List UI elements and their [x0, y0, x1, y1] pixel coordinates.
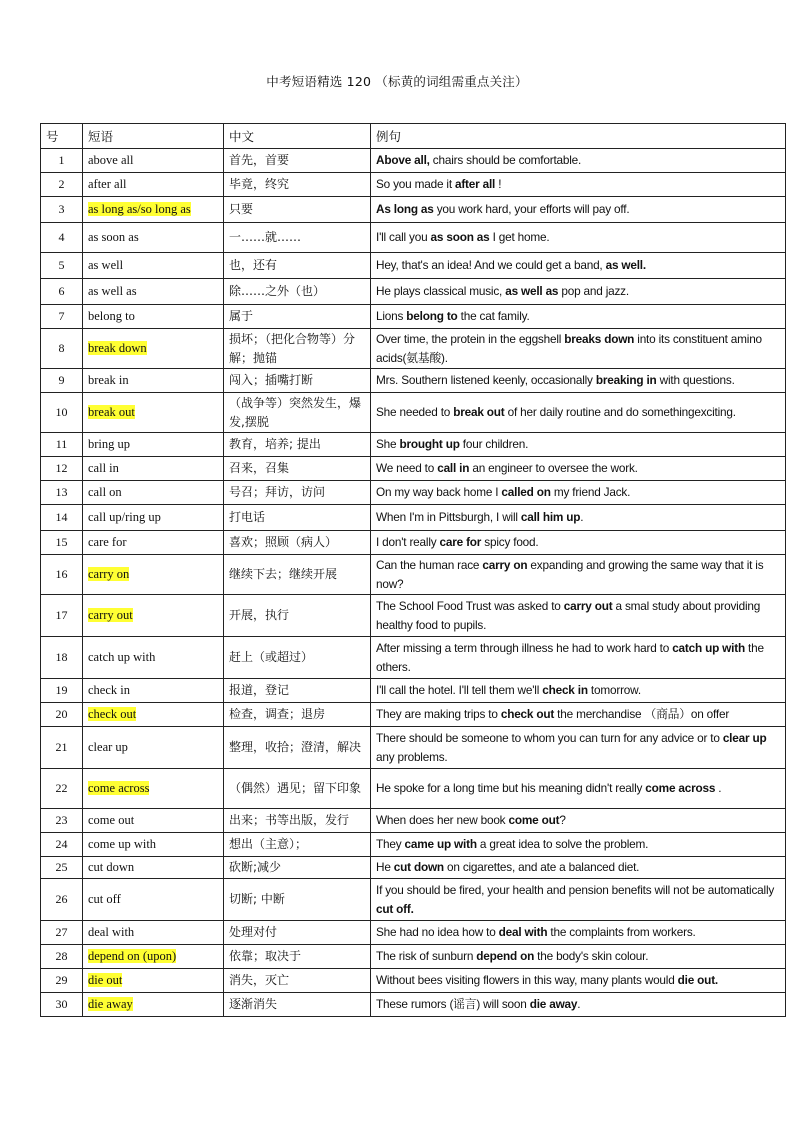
phrase-cell: [83, 457, 224, 481]
chinese-meaning: 处理对付: [224, 921, 371, 945]
chinese-meaning: 属于: [224, 305, 371, 329]
example-sentence: [371, 945, 786, 969]
phrase-cell: [83, 253, 224, 279]
example-text: Can the human race: [376, 557, 483, 572]
example-keyword: catch up with: [672, 640, 745, 655]
row-number: 16: [41, 555, 83, 595]
chinese-meaning: 号召；拜访，访问: [224, 481, 371, 505]
table-row: [41, 197, 786, 223]
phrase-cell: [83, 481, 224, 505]
example-keyword: after all: [454, 177, 496, 191]
example-keyword: die away: [529, 997, 578, 1011]
table-row: [41, 369, 786, 393]
example-text: ?: [559, 813, 566, 827]
row-number: 10: [41, 393, 83, 433]
example-sentence: [371, 173, 786, 197]
example-text: my friend Jack.: [550, 485, 631, 499]
example-sentence: [371, 921, 786, 945]
example-text: Hey, that's an idea! And we could get a band,: [376, 258, 606, 272]
phrase-cell: [83, 993, 224, 1017]
phrase-text: as well as: [88, 284, 137, 298]
header-num: 号: [41, 124, 83, 149]
row-number: 17: [41, 595, 83, 637]
phrase-text: check in: [88, 683, 130, 697]
example-keyword: as well.: [605, 258, 646, 272]
example-sentence: [371, 505, 786, 531]
example-text: The School Food Trust was asked to: [376, 598, 564, 613]
chinese-meaning: 切断; 中断: [224, 879, 371, 921]
example-keyword: come across: [645, 781, 716, 795]
example-text: the body's skin colour.: [534, 949, 649, 963]
example-text: I don't really: [376, 535, 440, 549]
example-sentence: [371, 457, 786, 481]
row-number: 18: [41, 637, 83, 679]
table-row: [41, 481, 786, 505]
example-keyword: depend on: [476, 949, 535, 963]
example-text: the others.: [376, 640, 764, 674]
row-number: 9: [41, 369, 83, 393]
table-row: [41, 253, 786, 279]
phrase-cell: [83, 857, 224, 879]
row-number: 15: [41, 531, 83, 555]
example-keyword: clear up: [722, 730, 767, 745]
example-sentence: [371, 595, 786, 637]
phrase-cell: [83, 637, 224, 679]
row-number: 4: [41, 223, 83, 253]
example-text: He: [376, 860, 394, 874]
example-keyword: check in: [542, 683, 588, 697]
chinese-meaning: 打电话: [224, 505, 371, 531]
phrase-cell: [83, 197, 224, 223]
example-text: So you made it: [376, 177, 455, 191]
phrase-text: above all: [88, 153, 134, 167]
table-row: [41, 223, 786, 253]
example-text: They: [376, 837, 405, 851]
example-sentence: [371, 149, 786, 173]
example-text: They are making trips to: [376, 707, 501, 721]
chinese-meaning: 继续下去；继续开展: [224, 555, 371, 595]
example-text: on cigarettes, and ate a balanced diet.: [443, 860, 640, 874]
row-number: 22: [41, 769, 83, 809]
chinese-meaning: 开展，执行: [224, 595, 371, 637]
row-number: 20: [41, 703, 83, 727]
example-text: a great idea to solve the problem.: [476, 837, 649, 851]
example-text: I get home.: [489, 230, 550, 244]
table-row: [41, 637, 786, 679]
table-row: [41, 555, 786, 595]
example-keyword: breaking in: [595, 373, 657, 387]
phrase-text: carry out: [88, 608, 133, 622]
example-sentence: [371, 197, 786, 223]
phrase-cell: [83, 727, 224, 769]
row-number: 28: [41, 945, 83, 969]
row-number: 2: [41, 173, 83, 197]
phrase-cell: [83, 173, 224, 197]
header-example: 例句: [371, 124, 786, 149]
example-text: He spoke for a long time but his meaning didn't really: [376, 781, 646, 795]
chinese-meaning: 毕竟，终究: [224, 173, 371, 197]
example-text: the cat family.: [457, 309, 530, 323]
table-body: [41, 149, 786, 1017]
example-sentence: [371, 993, 786, 1017]
chinese-meaning: 检查，调查；退房: [224, 703, 371, 727]
phrase-table: [40, 123, 786, 1017]
phrase-text: bring up: [88, 437, 131, 451]
phrase-text: check out: [88, 707, 137, 721]
row-number: 24: [41, 833, 83, 857]
example-text: you work hard, your efforts will pay off.: [433, 202, 630, 216]
example-sentence: [371, 703, 786, 727]
phrase-text: depend on (upon): [88, 949, 177, 963]
example-keyword: carry on: [482, 557, 528, 572]
phrase-cell: [83, 595, 224, 637]
table-row: [41, 531, 786, 555]
example-text: I'll call the hotel. I'll tell them we'll: [376, 683, 543, 697]
chinese-meaning: （战争等）突然发生，爆发,摆脱: [224, 393, 371, 433]
example-sentence: [371, 857, 786, 879]
example-keyword: break out: [453, 405, 505, 419]
example-text: Lions: [376, 309, 407, 323]
example-keyword: care for: [439, 535, 482, 549]
page-title: 中考短语精选 120 （标黄的词组需重点关注）: [266, 74, 528, 89]
example-sentence: [371, 369, 786, 393]
row-number: 7: [41, 305, 83, 329]
example-text: We need to: [376, 461, 438, 475]
table-row: [41, 433, 786, 457]
example-text: When does her new book: [376, 813, 509, 827]
phrase-cell: [83, 433, 224, 457]
example-text: If you should be fired, your health and pension benefits will not be automatically: [376, 882, 775, 897]
row-number: 29: [41, 969, 83, 993]
phrase-text: as well: [88, 258, 124, 272]
row-number: 3: [41, 197, 83, 223]
example-sentence: [371, 223, 786, 253]
example-sentence: [371, 833, 786, 857]
example-text: chairs should be comfortable.: [429, 153, 582, 167]
example-text: She: [376, 437, 400, 451]
example-keyword: cut down: [393, 860, 444, 874]
table-row: [41, 505, 786, 531]
phrase-text: cut off: [88, 892, 121, 906]
example-sentence: [371, 329, 786, 369]
example-text: I'll call you: [376, 230, 431, 244]
phrase-text: come out: [88, 813, 135, 827]
chinese-meaning: 消失，灭亡: [224, 969, 371, 993]
chinese-meaning: 砍断;减少: [224, 857, 371, 879]
row-number: 13: [41, 481, 83, 505]
chinese-meaning: 整理，收拾；澄清，解决: [224, 727, 371, 769]
phrase-text: catch up with: [88, 650, 156, 664]
example-keyword: belong to: [406, 309, 458, 323]
phrase-cell: [83, 279, 224, 305]
example-keyword: check out: [500, 707, 555, 721]
example-text: of her daily routine and do somethingexciting.: [504, 405, 736, 419]
table-row: [41, 595, 786, 637]
row-number: 5: [41, 253, 83, 279]
chinese-meaning: 赶上（或超过）: [224, 637, 371, 679]
row-number: 14: [41, 505, 83, 531]
chinese-meaning: 只要: [224, 197, 371, 223]
phrase-text: deal with: [88, 925, 135, 939]
example-text: four children.: [459, 437, 529, 451]
phrase-text: come up with: [88, 837, 157, 851]
example-sentence: [371, 253, 786, 279]
example-text: with questions.: [656, 373, 735, 387]
table-row: [41, 279, 786, 305]
example-text: tomorrow.: [587, 683, 641, 697]
example-text: When I'm in Pittsburgh, I will: [376, 510, 521, 524]
phrase-text: die out: [88, 973, 123, 987]
example-keyword: deal with: [498, 925, 548, 939]
table-row: [41, 329, 786, 369]
phrase-text: as long as/so long as: [88, 202, 191, 216]
table-row: [41, 809, 786, 833]
phrase-text: come across: [88, 781, 150, 795]
table-row: [41, 833, 786, 857]
header-phrase: 短语: [83, 124, 224, 149]
table-row: [41, 769, 786, 809]
phrase-text: break down: [88, 341, 147, 355]
phrase-text: cut down: [88, 860, 135, 874]
example-keyword: came up with: [404, 837, 477, 851]
table-row: [41, 879, 786, 921]
chinese-meaning: 损坏；（把化合物等）分解；抛锚: [224, 329, 371, 369]
phrase-cell: [83, 149, 224, 173]
row-number: 23: [41, 809, 83, 833]
example-keyword: As long as: [376, 202, 434, 216]
example-text: an engineer to oversee the work.: [469, 461, 638, 475]
example-keyword: as soon as: [430, 230, 490, 244]
example-sentence: [371, 637, 786, 679]
chinese-meaning: 首先，首要: [224, 149, 371, 173]
example-sentence: [371, 433, 786, 457]
table-row: [41, 727, 786, 769]
example-sentence: [371, 679, 786, 703]
example-text: the complaints from workers.: [547, 925, 696, 939]
chinese-meaning: 出来；书等出版，发行: [224, 809, 371, 833]
row-number: 25: [41, 857, 83, 879]
phrase-text: call up/ring up: [88, 510, 161, 524]
example-text: On my way back home I: [376, 485, 502, 499]
table-row: [41, 921, 786, 945]
chinese-meaning: 闯入；插嘴打断: [224, 369, 371, 393]
phrase-cell: [83, 809, 224, 833]
example-text: spicy food.: [481, 535, 539, 549]
table-row: [41, 679, 786, 703]
phrase-cell: [83, 969, 224, 993]
table-row: [41, 173, 786, 197]
row-number: 26: [41, 879, 83, 921]
table-row: [41, 703, 786, 727]
phrase-text: clear up: [88, 740, 128, 754]
phrase-cell: [83, 305, 224, 329]
chinese-meaning: 也，还有: [224, 253, 371, 279]
row-number: 8: [41, 329, 83, 369]
phrase-text: as soon as: [88, 230, 139, 244]
example-sentence: [371, 393, 786, 433]
example-text: !: [495, 177, 502, 191]
row-number: 6: [41, 279, 83, 305]
example-keyword: carry out: [563, 598, 613, 613]
example-text: She needed to: [376, 405, 454, 419]
example-text: There should be someone to whom you can turn for any advice or to: [376, 730, 723, 745]
table-row: [41, 305, 786, 329]
phrase-text: call in: [88, 461, 119, 475]
phrase-text: belong to: [88, 309, 135, 323]
example-text: The risk of sunburn: [376, 949, 477, 963]
example-text: These rumors (谣言) will soon: [376, 997, 530, 1011]
example-text: expanding and growing the same way that it is now?: [376, 557, 764, 591]
example-sentence: [371, 279, 786, 305]
example-text: pop and jazz.: [558, 284, 629, 298]
phrase-cell: [83, 879, 224, 921]
example-sentence: [371, 809, 786, 833]
example-text: Over time, the protein in the eggshell: [376, 331, 565, 346]
phrase-cell: [83, 921, 224, 945]
example-sentence: [371, 481, 786, 505]
row-number: 21: [41, 727, 83, 769]
phrase-text: break in: [88, 373, 129, 387]
table-row: [41, 149, 786, 173]
example-keyword: die out.: [677, 973, 718, 987]
example-keyword: call in: [437, 461, 470, 475]
phrase-cell: [83, 223, 224, 253]
example-text: .: [715, 781, 722, 795]
row-number: 19: [41, 679, 83, 703]
chinese-meaning: 召来，召集: [224, 457, 371, 481]
chinese-meaning: 想出（主意）；: [224, 833, 371, 857]
phrase-cell: [83, 393, 224, 433]
example-text: a smal study about providing healthy food to pupils.: [376, 598, 761, 632]
table-row: [41, 457, 786, 481]
example-text: any problems.: [376, 749, 448, 764]
example-keyword: come out: [508, 813, 560, 827]
example-text: .: [580, 510, 584, 524]
example-text: He plays classical music,: [376, 284, 506, 298]
table-row: [41, 857, 786, 879]
table-row: [41, 393, 786, 433]
example-keyword: brought up: [399, 437, 460, 451]
row-number: 1: [41, 149, 83, 173]
chinese-meaning: 喜欢；照顾（病人）: [224, 531, 371, 555]
phrase-cell: [83, 703, 224, 727]
chinese-meaning: 依靠；取决于: [224, 945, 371, 969]
example-text: into its constituent amino acids(氨基酸).: [376, 331, 762, 365]
chinese-meaning: （偶然）遇见；留下印象: [224, 769, 371, 809]
row-number: 27: [41, 921, 83, 945]
example-keyword: breaks down: [564, 331, 635, 346]
phrase-cell: [83, 555, 224, 595]
phrase-cell: [83, 369, 224, 393]
example-keyword: as well as: [505, 284, 559, 298]
chinese-meaning: 教育，培养; 提出: [224, 433, 371, 457]
phrase-text: carry on: [88, 567, 130, 581]
example-sentence: [371, 769, 786, 809]
example-sentence: [371, 555, 786, 595]
header-chinese: 中文: [224, 124, 371, 149]
phrase-cell: [83, 833, 224, 857]
phrase-cell: [83, 679, 224, 703]
example-keyword: cut off.: [376, 901, 414, 916]
example-sentence: [371, 879, 786, 921]
example-text: Without bees visiting flowers in this way, many plants would: [376, 973, 678, 987]
phrase-text: care for: [88, 535, 127, 549]
chinese-meaning: 报道，登记: [224, 679, 371, 703]
row-number: 11: [41, 433, 83, 457]
table-header-row: [41, 124, 786, 149]
chinese-meaning: 除……之外（也）: [224, 279, 371, 305]
table-row: [41, 993, 786, 1017]
phrase-text: break out: [88, 405, 135, 419]
chinese-meaning: 逐渐消失: [224, 993, 371, 1017]
example-text: After missing a term through illness he had to work hard to: [376, 640, 673, 655]
table-row: [41, 969, 786, 993]
row-number: 30: [41, 993, 83, 1017]
example-keyword: called on: [501, 485, 551, 499]
phrase-cell: [83, 329, 224, 369]
phrase-text: die away: [88, 997, 133, 1011]
example-sentence: [371, 305, 786, 329]
example-sentence: [371, 531, 786, 555]
example-sentence: [371, 727, 786, 769]
phrase-text: call on: [88, 485, 122, 499]
example-sentence: [371, 969, 786, 993]
row-number: 12: [41, 457, 83, 481]
phrase-cell: [83, 505, 224, 531]
example-text: Mrs. Southern listened keenly, occasionally: [376, 373, 596, 387]
example-text: the merchandise （商品）on offer: [554, 707, 730, 721]
example-keyword: call him up: [520, 510, 581, 524]
example-text: She had no idea how to: [376, 925, 499, 939]
example-keyword: Above all,: [376, 153, 430, 167]
phrase-cell: [83, 945, 224, 969]
chinese-meaning: 一……就……: [224, 223, 371, 253]
phrase-text: after all: [88, 177, 127, 191]
phrase-cell: [83, 531, 224, 555]
table-row: [41, 945, 786, 969]
example-text: .: [577, 997, 581, 1011]
phrase-cell: [83, 769, 224, 809]
